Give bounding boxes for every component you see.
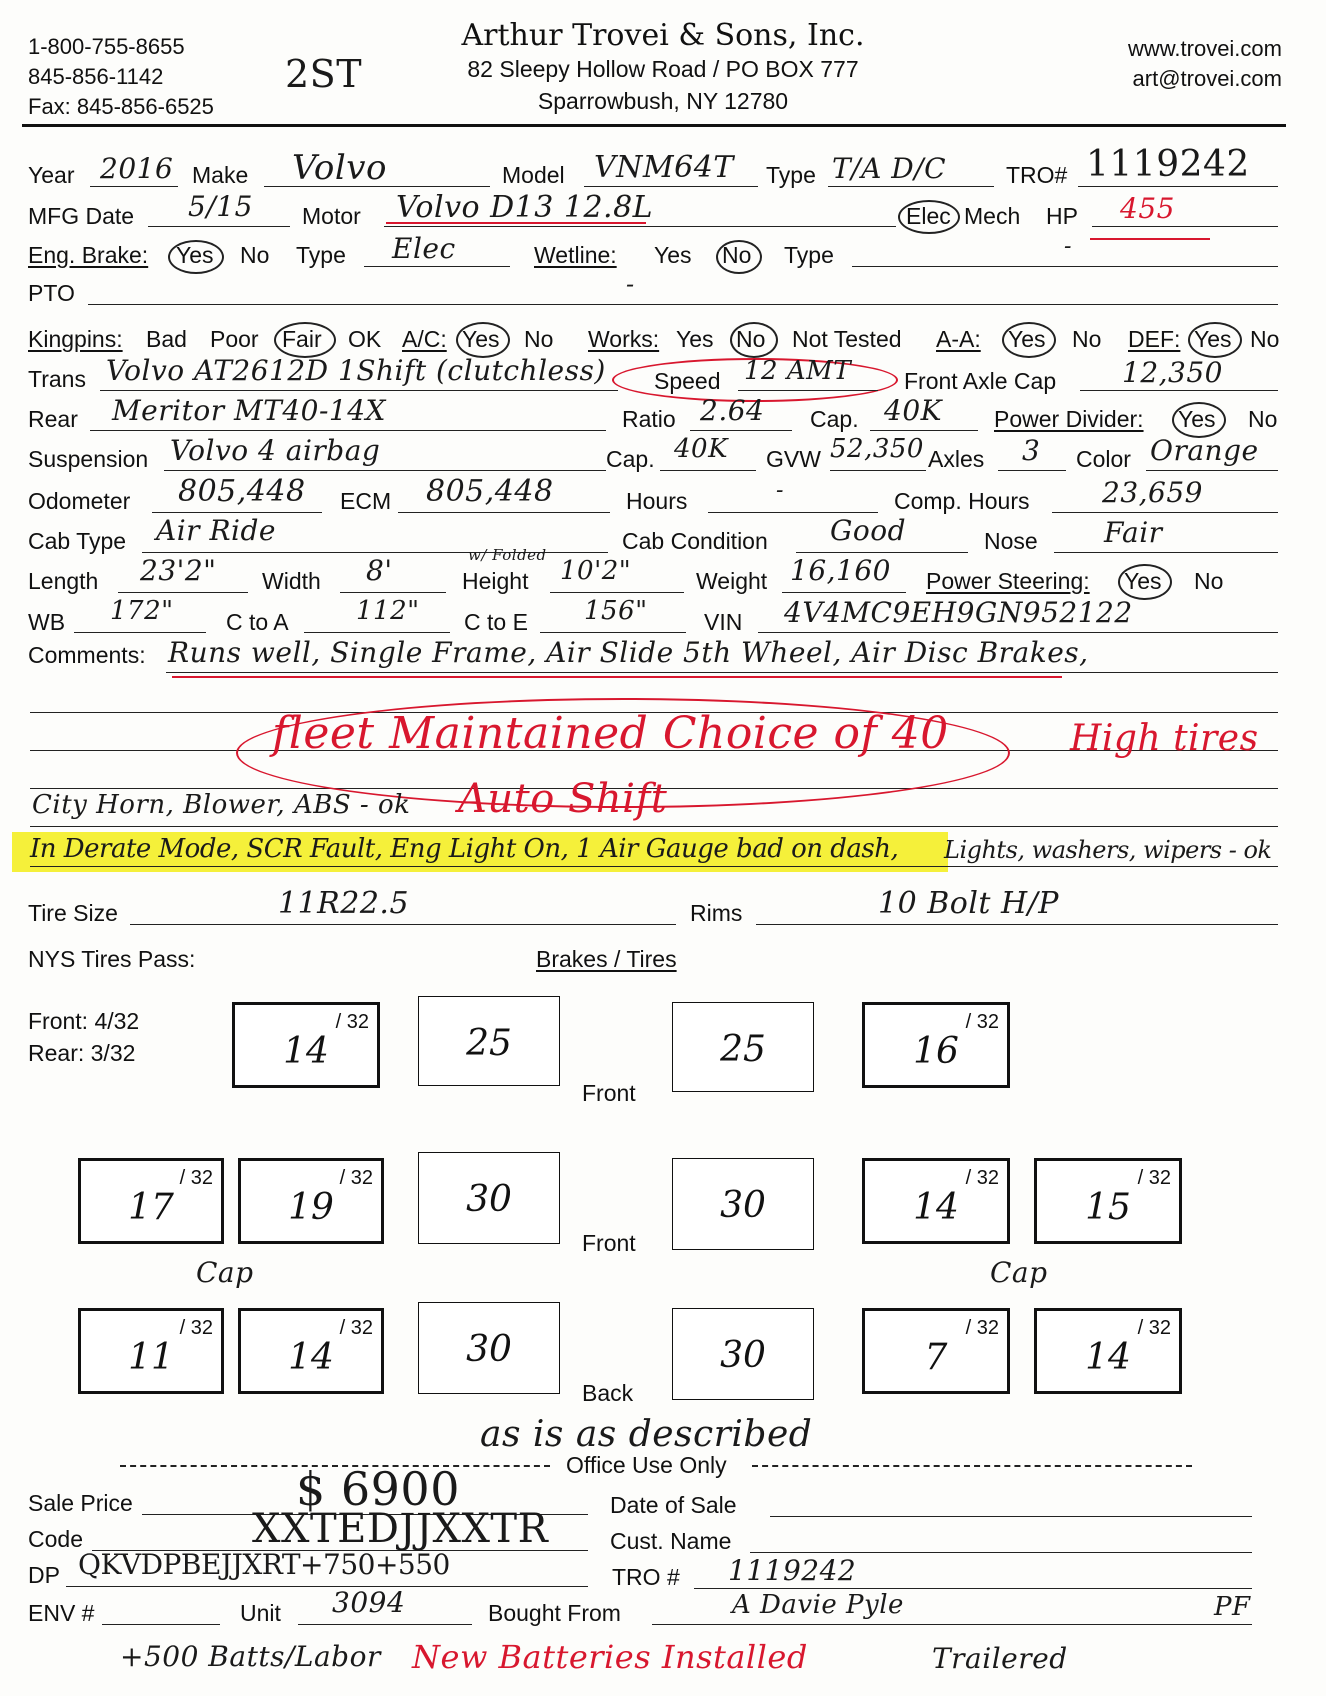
trans-field[interactable]: Volvo AT2612D 1Shift (clutchless) bbox=[106, 354, 606, 387]
tire-unit: / 32 bbox=[339, 1317, 373, 1339]
fax-number: Fax: 845-856-6525 bbox=[28, 94, 214, 119]
eng-brake-no[interactable]: No bbox=[240, 242, 270, 268]
cab-condition-field[interactable]: Good bbox=[830, 514, 907, 547]
year-label: Year bbox=[28, 162, 75, 188]
c-to-e-field[interactable]: 156" bbox=[584, 596, 648, 626]
website-link[interactable]: www.trovei.com bbox=[1127, 36, 1282, 61]
comment-underline-red bbox=[172, 676, 1062, 678]
vin-label: VIN bbox=[704, 609, 743, 635]
front-axle-label-1: Front bbox=[582, 1080, 636, 1106]
kingpins-bad[interactable]: Bad bbox=[146, 326, 187, 352]
ecm-field[interactable]: 805,448 bbox=[426, 474, 554, 509]
eng-brake-yes[interactable]: Yes bbox=[176, 242, 214, 268]
comment-red-3[interactable]: Auto Shift bbox=[458, 776, 668, 822]
ac-yes[interactable]: Yes bbox=[462, 326, 500, 352]
rims-label: Rims bbox=[690, 900, 743, 926]
header-divider bbox=[22, 124, 1286, 127]
tire-size-label: Tire Size bbox=[28, 900, 118, 926]
brake-steer-right[interactable] bbox=[672, 1002, 814, 1092]
dp-label: DP bbox=[28, 1562, 60, 1588]
tire-front-drive-outer-right[interactable] bbox=[1034, 1158, 1182, 1244]
bottom-note-red: New Batteries Installed bbox=[412, 1638, 808, 1676]
def-yes[interactable]: Yes bbox=[1194, 326, 1232, 352]
brake-front-drive-right[interactable] bbox=[672, 1158, 814, 1250]
tro-label: TRO# bbox=[1006, 162, 1068, 188]
power-divider-label: Power Divider: bbox=[994, 406, 1144, 432]
stock-note: 2ST bbox=[285, 52, 363, 96]
wetline-type-label: Type bbox=[784, 242, 834, 268]
rear-label: Rear bbox=[28, 406, 78, 432]
power-divider-no[interactable]: No bbox=[1248, 406, 1278, 432]
suspension-field[interactable]: Volvo 4 airbag bbox=[170, 434, 381, 467]
tire-unit: / 32 bbox=[1137, 1167, 1171, 1189]
front-axle-cap-label: Front Axle Cap bbox=[904, 368, 1057, 394]
works-no[interactable]: No bbox=[736, 326, 766, 352]
tire-depth: 16 bbox=[913, 1031, 959, 1072]
dp-field[interactable]: QKVDPBEJJXRT+750+550 bbox=[78, 1548, 450, 1581]
as-is-note: as is as described bbox=[480, 1414, 813, 1455]
brake-front-drive-left[interactable] bbox=[418, 1152, 560, 1244]
rear-field[interactable]: Meritor MT40-14X bbox=[112, 394, 386, 427]
tire-unit: / 32 bbox=[1137, 1317, 1171, 1339]
sale-price-field[interactable]: $ 6900 bbox=[296, 1462, 460, 1516]
width-field[interactable]: 8' bbox=[366, 554, 393, 587]
kingpins-ok[interactable]: OK bbox=[348, 326, 382, 352]
vin-field[interactable]: 4V4MC9EH9GN952122 bbox=[784, 596, 1133, 629]
eng-brake-label: Eng. Brake: bbox=[28, 242, 149, 268]
trans-label: Trans bbox=[28, 366, 86, 392]
tire-unit: / 32 bbox=[179, 1317, 213, 1339]
wetline-label: Wetline: bbox=[534, 242, 617, 268]
pf-initials: PF bbox=[1214, 1592, 1251, 1622]
cab-condition-label: Cab Condition bbox=[622, 528, 768, 554]
mech-option[interactable]: Mech bbox=[964, 203, 1021, 229]
type-label: Type bbox=[766, 162, 816, 188]
comp-hours-label: Comp. Hours bbox=[894, 488, 1030, 514]
comment-line-2[interactable]: City Horn, Blower, ABS - ok bbox=[32, 790, 411, 820]
aa-label: A-A: bbox=[936, 326, 981, 352]
sale-price-label: Sale Price bbox=[28, 1490, 133, 1516]
office-divider-right bbox=[752, 1465, 1192, 1467]
tire-back-drive-inner-left[interactable] bbox=[238, 1308, 384, 1394]
brake-value: 25 bbox=[720, 1029, 766, 1070]
ac-no[interactable]: No bbox=[524, 326, 554, 352]
mfg-date-field[interactable]: 5/15 bbox=[188, 190, 253, 223]
power-divider-yes[interactable]: Yes bbox=[1178, 406, 1216, 432]
year-field[interactable]: 2016 bbox=[100, 152, 174, 185]
gvw-field[interactable]: 52,350 bbox=[830, 434, 924, 464]
bought-from-field[interactable]: A Davie Pyle bbox=[732, 1590, 904, 1620]
nys-tires-label: NYS Tires Pass: bbox=[28, 946, 196, 972]
gvw-label: GVW bbox=[766, 446, 821, 472]
comment-red-1[interactable]: fleet Maintained Choice of 40 bbox=[272, 708, 949, 759]
width-label: Width bbox=[262, 568, 321, 594]
odometer-field[interactable]: 805,448 bbox=[178, 474, 306, 509]
nose-label: Nose bbox=[984, 528, 1038, 554]
axles-label: Axles bbox=[928, 446, 985, 472]
tire-depth: 14 bbox=[1085, 1337, 1131, 1378]
tire-back-drive-inner-right[interactable] bbox=[862, 1308, 1010, 1394]
ratio-field[interactable]: 2.64 bbox=[700, 394, 765, 427]
tire-unit: / 32 bbox=[965, 1167, 999, 1189]
tro2-field[interactable]: 1119242 bbox=[728, 1554, 857, 1587]
ecm-label: ECM bbox=[340, 488, 392, 514]
tire-steer-right[interactable] bbox=[862, 1002, 1010, 1088]
wb-label: WB bbox=[28, 609, 66, 635]
tire-unit: / 32 bbox=[179, 1167, 213, 1189]
brake-steer-left[interactable] bbox=[418, 996, 560, 1086]
cap-note-left: Cap bbox=[196, 1256, 254, 1289]
brake-value: 30 bbox=[466, 1329, 512, 1370]
make-label: Make bbox=[192, 162, 249, 188]
color-field[interactable]: Orange bbox=[1150, 434, 1259, 467]
hours-label: Hours bbox=[626, 488, 688, 514]
tro-field[interactable]: 1119242 bbox=[1086, 144, 1250, 185]
model-field[interactable]: VNM64T bbox=[594, 150, 734, 185]
tire-front-drive-inner-left[interactable] bbox=[238, 1158, 384, 1244]
code-label: Code bbox=[28, 1526, 83, 1552]
length-field[interactable]: 23'2" bbox=[140, 554, 217, 587]
pto-label: PTO bbox=[28, 280, 75, 306]
hours-field[interactable]: - bbox=[776, 478, 784, 503]
eng-brake-type-field[interactable]: Elec bbox=[392, 232, 456, 265]
suspension-label: Suspension bbox=[28, 446, 149, 472]
tire-depth: 14 bbox=[913, 1187, 959, 1228]
comment-red-2[interactable]: High tires bbox=[1070, 718, 1259, 759]
c-to-e-label: C to E bbox=[464, 609, 528, 635]
motor-label: Motor bbox=[302, 203, 361, 229]
aa-yes[interactable]: Yes bbox=[1008, 326, 1046, 352]
height-field[interactable]: 10'2" bbox=[560, 556, 632, 586]
bought-from-label: Bought From bbox=[488, 1600, 621, 1626]
hp-underline-red bbox=[1090, 238, 1210, 240]
power-steering-yes[interactable]: Yes bbox=[1124, 568, 1162, 594]
eng-brake-type-label: Type bbox=[296, 242, 346, 268]
tire-depth: 15 bbox=[1085, 1187, 1131, 1228]
wb-field[interactable]: 172" bbox=[110, 596, 174, 626]
company-address-2: Sparrowbush, NY 12780 bbox=[537, 88, 789, 114]
bottom-note-batts: +500 Batts/Labor bbox=[120, 1640, 381, 1673]
front-requirement: Front: 4/32 bbox=[28, 1008, 140, 1034]
tire-unit: / 32 bbox=[965, 1317, 999, 1339]
date-of-sale-label: Date of Sale bbox=[610, 1492, 737, 1518]
comment-line-1[interactable]: Runs well, Single Frame, Air Slide 5th Wheel, Air Disc Brakes, bbox=[168, 636, 1089, 669]
back-axle-label: Back bbox=[582, 1380, 634, 1406]
c-to-a-field[interactable]: 112" bbox=[356, 596, 420, 626]
tire-depth: 17 bbox=[128, 1187, 174, 1228]
odometer-label: Odometer bbox=[28, 488, 131, 514]
height-label: Height bbox=[462, 568, 529, 594]
tire-unit: / 32 bbox=[339, 1167, 373, 1189]
brake-value: 30 bbox=[720, 1185, 766, 1226]
rear-cap-field[interactable]: 40K bbox=[884, 394, 943, 427]
brakes-tires-heading: Brakes / Tires bbox=[536, 946, 677, 972]
comp-hours-field[interactable]: 23,659 bbox=[1102, 476, 1203, 509]
length-label: Length bbox=[28, 568, 99, 594]
brake-value: 30 bbox=[466, 1179, 512, 1220]
susp-cap-field[interactable]: 40K bbox=[674, 434, 729, 464]
kingpins-poor[interactable]: Poor bbox=[210, 326, 259, 352]
c-to-a-label: C to A bbox=[226, 609, 289, 635]
company-name: Arthur Trovei & Sons, Inc. bbox=[461, 18, 865, 53]
height-note: w/ Folded bbox=[468, 546, 547, 564]
weight-label: Weight bbox=[696, 568, 768, 594]
tire-front-drive-outer-left[interactable] bbox=[78, 1158, 224, 1244]
ac-label: A/C: bbox=[402, 326, 447, 352]
power-steering-no[interactable]: No bbox=[1194, 568, 1224, 594]
hp-label: HP bbox=[1046, 203, 1078, 229]
power-steering-label: Power Steering: bbox=[926, 568, 1090, 594]
kingpins-label: Kingpins: bbox=[28, 326, 123, 352]
rims-field[interactable]: 10 Bolt H/P bbox=[878, 886, 1059, 921]
tire-depth: 14 bbox=[288, 1337, 334, 1378]
nose-field[interactable]: Fair bbox=[1104, 516, 1163, 549]
tire-steer-left[interactable] bbox=[232, 1002, 380, 1088]
works-label: Works: bbox=[588, 326, 660, 352]
susp-cap-label: Cap. bbox=[606, 446, 655, 472]
tire-back-drive-outer-right[interactable] bbox=[1034, 1308, 1182, 1394]
office-use-label: Office Use Only bbox=[566, 1452, 727, 1478]
works-not-tested[interactable]: Not Tested bbox=[792, 326, 902, 352]
unit-field[interactable]: 3094 bbox=[332, 1586, 406, 1619]
speed-field[interactable]: 12 AMT bbox=[744, 356, 852, 386]
front-axle-label-2: Front bbox=[582, 1230, 636, 1256]
tire-unit: / 32 bbox=[335, 1011, 369, 1033]
env-label: ENV # bbox=[28, 1600, 95, 1626]
make-field[interactable]: Volvo bbox=[292, 148, 387, 188]
pto-field[interactable]: - bbox=[626, 270, 635, 298]
wetline-no[interactable]: No bbox=[722, 242, 752, 268]
weight-field[interactable]: 16,160 bbox=[790, 554, 891, 587]
unit-label: Unit bbox=[240, 1600, 281, 1626]
def-no[interactable]: No bbox=[1250, 326, 1280, 352]
tire-depth: 7 bbox=[924, 1337, 948, 1378]
type-field[interactable]: T/A D/C bbox=[832, 152, 947, 185]
rear-cap-label: Cap. bbox=[810, 406, 859, 432]
def-label: DEF: bbox=[1128, 326, 1181, 352]
works-yes[interactable]: Yes bbox=[676, 326, 714, 352]
kingpins-fair[interactable]: Fair bbox=[282, 326, 322, 352]
tire-depth: 11 bbox=[128, 1337, 174, 1378]
comment-line-3-highlighted[interactable]: In Derate Mode, SCR Fault, Eng Light On, 1 Air Gauge bad on dash, bbox=[30, 834, 899, 864]
brake-back-drive-left[interactable] bbox=[418, 1302, 560, 1394]
wetline-dash: - bbox=[1064, 234, 1072, 259]
bottom-note-trailered: Trailered bbox=[932, 1642, 1068, 1675]
brake-value: 30 bbox=[720, 1335, 766, 1376]
cust-name-label: Cust. Name bbox=[610, 1528, 732, 1554]
model-label: Model bbox=[502, 162, 565, 188]
aa-no[interactable]: No bbox=[1072, 326, 1102, 352]
front-axle-cap-field[interactable]: 12,350 bbox=[1122, 356, 1223, 389]
tire-size-field[interactable]: 11R22.5 bbox=[278, 886, 410, 921]
tire-front-drive-inner-right[interactable] bbox=[862, 1158, 1010, 1244]
comments-label: Comments: bbox=[28, 642, 146, 668]
brake-value: 25 bbox=[466, 1023, 512, 1064]
cap-note-right: Cap bbox=[990, 1256, 1048, 1289]
tro2-label: TRO # bbox=[612, 1564, 680, 1590]
code-field[interactable]: XXTEDJJXXTR bbox=[252, 1506, 549, 1552]
company-address-1: 82 Sleepy Hollow Road / PO BOX 777 bbox=[467, 56, 859, 82]
wetline-yes[interactable]: Yes bbox=[654, 242, 692, 268]
elec-option[interactable]: Elec bbox=[906, 203, 951, 229]
tire-unit: / 32 bbox=[965, 1011, 999, 1033]
phone-1: 1-800-755-8655 bbox=[28, 34, 185, 59]
comment-line-3-rest[interactable]: Lights, washers, wipers - ok bbox=[944, 836, 1272, 864]
axles-field[interactable]: 3 bbox=[1022, 434, 1041, 467]
hp-field[interactable]: 455 bbox=[1120, 192, 1175, 225]
ratio-label: Ratio bbox=[622, 406, 676, 432]
color-label: Color bbox=[1076, 446, 1131, 472]
mfg-date-label: MFG Date bbox=[28, 203, 135, 229]
phone-2: 845-856-1142 bbox=[28, 64, 164, 89]
speed-label: Speed bbox=[654, 368, 721, 394]
email-link[interactable]: art@trovei.com bbox=[1132, 66, 1282, 91]
tire-back-drive-outer-left[interactable] bbox=[78, 1308, 224, 1394]
brake-back-drive-right[interactable] bbox=[672, 1308, 814, 1400]
tire-depth: 19 bbox=[288, 1187, 334, 1228]
tire-depth: 14 bbox=[283, 1031, 329, 1072]
cab-type-label: Cab Type bbox=[28, 528, 127, 554]
rear-requirement: Rear: 3/32 bbox=[28, 1040, 136, 1066]
motor-field[interactable]: Volvo D13 12.8L bbox=[396, 190, 654, 225]
cab-type-field[interactable]: Air Ride bbox=[156, 514, 276, 547]
